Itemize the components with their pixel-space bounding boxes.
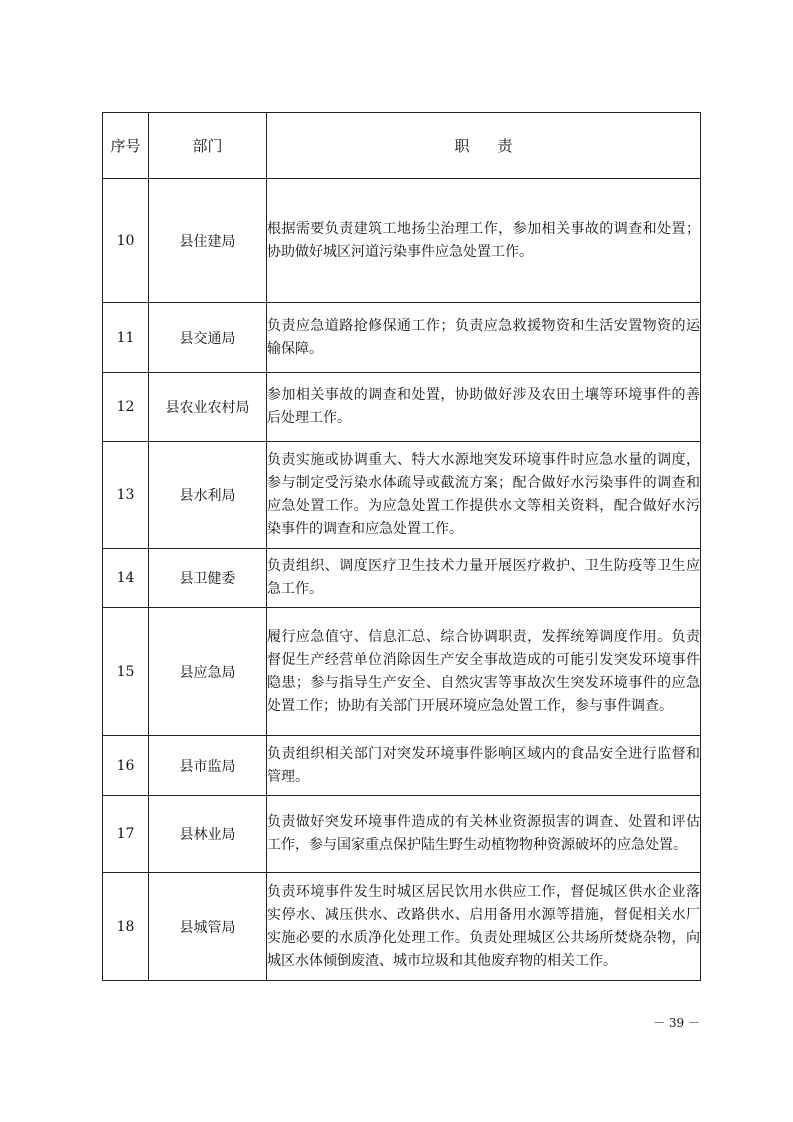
table-row [103,608,701,736]
header-no: 序号 [103,113,149,179]
table-row [103,873,701,981]
row-duty: 履行应急值守、信息汇总、综合协调职责，发挥统筹调度作用。负责督促生产经营单位消除因生产安全事故造成的可能引发突发环境事件隐患；参与指导生产安全、自然灾害等事故次生突发环境事件的应急处置工作；协助有关部门开展环境应急处置工作，参与事件调查。 [267,608,701,736]
table-row [103,736,701,796]
row-no: 17 [103,796,149,873]
row-dept: 县林业局 [149,796,267,873]
table-row [103,796,701,873]
row-dept: 县卫健委 [149,549,267,608]
header-duty: 职责 [267,113,701,179]
row-dept: 县应急局 [149,608,267,736]
table-header-row [103,113,701,179]
row-duty: 负责做好突发环境事件造成的有关林业资源损害的调查、处置和评估工作，参与国家重点保护陆生野生动植物物种资源破坏的应急处置。 [267,796,701,873]
duties-table [102,112,701,981]
page-number: － 39 － [653,1016,700,1030]
row-no: 14 [103,549,149,608]
row-no: 13 [103,442,149,549]
row-dept: 县市监局 [149,736,267,796]
row-duty: 负责实施或协调重大、特大水源地突发环境事件时应急水量的调度，参与制定受污染水体疏导或截流方案；配合做好水污染事件的调查和应急处置工作。为应急处置工作提供水文等相关资料，配合做好水污染事件的调查和应急处置工作。 [267,442,701,549]
row-no: 15 [103,608,149,736]
row-dept: 县住建局 [149,179,267,303]
table-row [103,303,701,373]
row-duty: 根据需要负责建筑工地扬尘治理工作，参加相关事故的调查和处置；协助做好城区河道污染事件应急处置工作。 [267,179,701,303]
row-dept: 县农业农村局 [149,373,267,442]
table-row [103,373,701,442]
row-dept: 县城管局 [149,873,267,981]
row-no: 18 [103,873,149,981]
row-dept: 县水利局 [149,442,267,549]
row-dept: 县交通局 [149,303,267,373]
row-no: 12 [103,373,149,442]
row-duty: 负责组织、调度医疗卫生技术力量开展医疗救护、卫生防疫等卫生应急工作。 [267,549,701,608]
table-row [103,179,701,303]
row-no: 10 [103,179,149,303]
row-duty: 负责组织相关部门对突发环境事件影响区域内的食品安全进行监督和管理。 [267,736,701,796]
row-duty: 负责环境事件发生时城区居民饮用水供应工作，督促城区供水企业落实停水、减压供水、改路供水、启用备用水源等措施，督促相关水厂实施必要的水质净化处理工作。负责处理城区公共场所焚烧杂物，向城区水体倾倒废渣、城市垃圾和其他废弃物的相关工作。 [267,873,701,981]
header-dept: 部门 [149,113,267,179]
table-row [103,442,701,549]
row-no: 16 [103,736,149,796]
table-row [103,549,701,608]
row-duty: 负责应急道路抢修保通工作；负责应急救援物资和生活安置物资的运输保障。 [267,303,701,373]
row-no: 11 [103,303,149,373]
row-duty: 参加相关事故的调查和处置，协助做好涉及农田土壤等环境事件的善后处理工作。 [267,373,701,442]
